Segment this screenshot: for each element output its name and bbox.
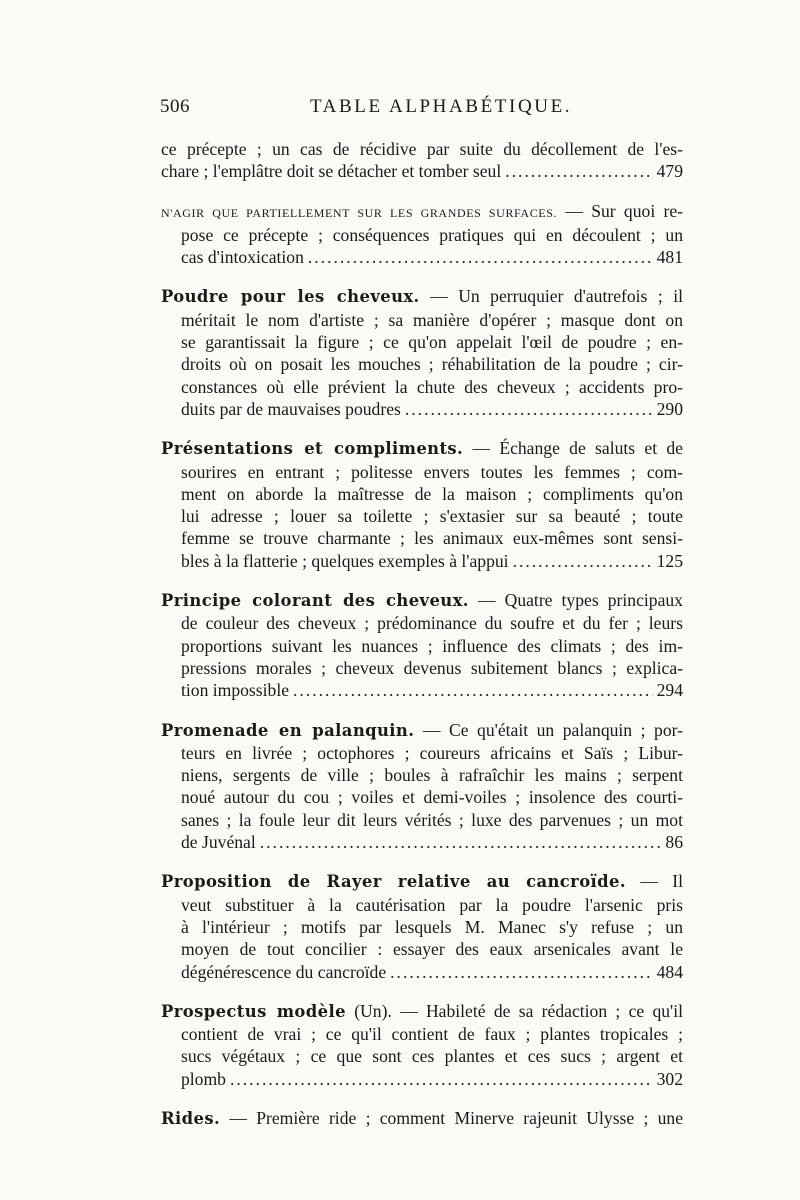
page-reference: 484 [656,961,683,982]
page-reference: 290 [656,398,683,419]
entry-line: bles à la flatterie ; quelques exemples à l'appui [181,550,509,571]
entry-line: sucs végétaux ; ce que sont ces plantes et ces sucs ; argent et [181,1046,683,1067]
entry-line: ce précepte ; un cas de récidive par suite du décollement de l'es- [161,139,683,159]
entry-heading-line [161,437,683,460]
dot-leader [405,398,653,420]
entry-last-line [161,961,683,983]
entry-line: plomb [181,1068,226,1089]
page-reference: 302 [656,1068,683,1089]
page-reference: 481 [656,247,683,268]
entry-line: proportions suivant les nuances ; influence des climats ; des im- [181,635,683,656]
entry-line: dégénérescence du cancroïde [181,961,387,982]
entry-line: de couleur des cheveux ; prédominance du soufre et du fer ; leurs [181,613,683,634]
entry-line: sourires en entrant ; politesse envers toutes les femmes ; com- [181,461,683,482]
entry-line: à l'intérieur ; motifs par lesquels M. Manec s'y refuse ; un [181,916,683,937]
page-number: 506 [160,96,190,117]
page-reference: 86 [665,832,683,853]
index-entry [161,589,683,701]
entry-last-line [161,550,683,572]
dot-leader [293,679,653,701]
index-entry [161,1107,683,1130]
entry-heading-tail: — Sur quoi re- [557,200,683,221]
index-entry [161,437,683,572]
entry-heading-line [161,200,683,224]
entry-heading-tail: — Ce qu'était un palanquin ; por- [414,719,683,740]
entry-line: moyen de tout concilier : essayer des eaux arsenicales avant le [181,939,683,960]
entry-line: pose ce précepte ; conséquences pratiques qui en découlent ; un [181,224,683,245]
entry-last-line [161,246,683,268]
entry-line: droits où on posait les mouches ; réhabilitation de la poudre ; cir- [181,354,683,375]
entry-line: cas d'intoxication [181,247,304,268]
index-entry [161,1000,683,1090]
entry-line: sanes ; la foule leur dit leurs vérités ; luxe des parvenues ; un mot [181,809,683,830]
dot-leader [390,961,652,983]
entry-last-line [161,831,683,853]
dot-leader [505,160,652,182]
entry-heading-tail: — Il [625,871,683,892]
entry-heading-tail: — Quatre types principaux [468,590,683,611]
index-entry [161,870,683,982]
entry-heading-tail: — Première ride ; comment Minerve rajeunit Ulysse ; une [220,1107,683,1128]
entry-heading-line [161,1000,683,1023]
page-reference: 125 [656,550,683,571]
entry-line: femme se trouve charmante ; les animaux eux-mêmes sont sensi- [181,528,683,549]
entry-heading: Promenade en palanquin. [161,720,415,740]
entry-heading: Principe colorant des cheveux. [161,591,469,611]
running-title: TABLE ALPHABÉTIQUE. [310,96,573,117]
entry-heading-line [161,1107,683,1130]
entry-heading: Proposition de Rayer relative au cancroïde. [161,872,626,892]
index-entry [161,138,683,183]
entry-line: duits par de mauvaises poudres [181,398,401,419]
entry-heading: Rides. [161,1108,221,1128]
dot-leader [230,1068,653,1090]
entry-heading-line [161,589,683,612]
dot-leader [308,246,653,268]
entry-heading: Présentations et compliments. [161,439,464,459]
entry-line: ment on aborde la maîtresse de la maison ; compliments qu'on [181,483,683,504]
entry-line: méritait le nom d'artiste ; sa manière d'opérer ; masque dont on [181,309,683,330]
entry-line: se garantissait la figure ; ce qu'on appelait l'œil de poudre ; en- [181,332,683,353]
entry-last-line [161,1068,683,1090]
page-reference: 479 [656,161,683,182]
entry-line: de Juvénal [181,832,256,853]
entry-line: lui adresse ; louer sa toilette ; s'extasier sur sa beauté ; toute [181,506,683,527]
entry-line: contient de vrai ; ce qu'il contient de faux ; plantes tropicales ; [181,1024,683,1045]
index-entry [161,285,683,420]
entry-last-line [161,160,683,182]
entry-heading-tail: — Un perruquier d'autrefois ; il [419,286,683,307]
index-entry [161,200,683,269]
entry-heading-tail: (Un). — Habileté de sa rédaction ; ce qu'il [345,1000,684,1021]
entry-line: pressions morales ; cheveux devenus subitement blancs ; explica- [181,657,683,678]
entry-line: noué autour du cou ; voiles et demi-voiles ; insolence des courti- [181,787,683,808]
entry-line: tion impossible [181,680,290,701]
entry-line: constances où elle prévient la chute des cheveux ; accidents pro- [181,376,683,397]
dot-leader [260,831,662,853]
entry-heading: Prospectus modèle [161,1001,346,1021]
page-reference: 294 [656,680,683,701]
entry-last-line [161,679,683,701]
entry-line: teurs en livrée ; octophores ; coureurs africains et Saïs ; Libur- [181,742,683,763]
index-entries [161,138,683,1147]
index-entry [161,719,683,854]
entry-heading-line [161,719,683,742]
entry-last-line [161,398,683,420]
entry-heading: N'AGIR QUE PARTIELLEMENT SUR LES GRANDES SURFACES. [161,205,558,220]
entry-heading: Poudre pour les cheveux. [161,287,420,307]
entry-heading-line [161,870,683,893]
entry-line: veut substituer à la cautérisation par la poudre l'arsenic pris [181,894,683,915]
dot-leader [513,550,653,572]
entry-heading-tail: — Échange de saluts et de [463,438,683,459]
entry-line: chare ; l'emplâtre doit se détacher et tomber seul [161,161,502,182]
entry-line: niens, sergents de ville ; boules à rafraîchir les mains ; serpent [181,765,683,786]
entry-heading-line [161,285,683,308]
running-header [160,96,680,126]
